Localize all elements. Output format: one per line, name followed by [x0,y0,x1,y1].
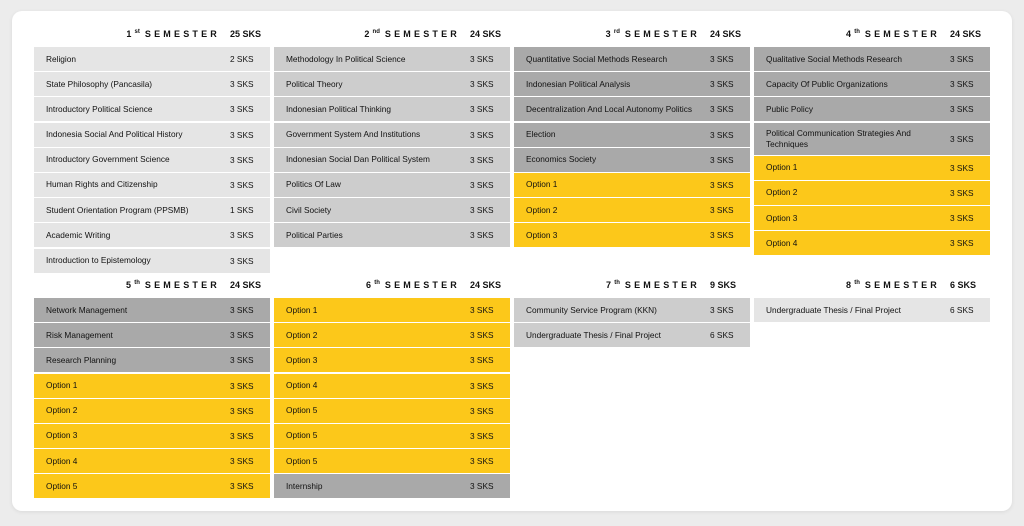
course-sks: 3 SKS [950,187,974,198]
semester-total-sks: 25 SKS [230,29,262,39]
course-sks: 6 SKS [950,305,974,315]
semester-header [274,25,510,43]
semester-number: 7 [606,280,615,290]
course-row [274,298,510,322]
course-list [34,47,270,273]
semester-label: SEMESTER [624,29,700,39]
course-list [274,298,510,498]
course-title: Option 4 [286,380,318,391]
course-row [274,323,510,347]
course-sks: 3 SKS [470,355,494,366]
course-title: Option 4 [46,455,78,466]
course-title: Religion [46,53,76,64]
course-row [34,173,270,197]
course-sks: 3 SKS [230,430,254,441]
course-row [754,231,990,255]
course-row [34,298,270,322]
semester-label: SEMESTER [864,29,940,39]
course-title: Political Parties [286,229,343,240]
course-row [274,47,510,71]
course-sks: 3 SKS [710,205,734,216]
course-sks: 3 SKS [230,79,254,90]
course-sks: 3 SKS [470,129,494,140]
course-title: Option 2 [766,187,798,198]
course-title: Undergraduate Thesis / Final Project [526,329,661,340]
course-sks: 2 SKS [230,54,254,64]
course-row [274,72,510,96]
course-title: Option 3 [46,430,78,441]
course-sks: 3 SKS [470,380,494,391]
course-row [274,97,510,121]
course-sks: 3 SKS [950,79,974,90]
course-title: Election [526,129,556,140]
course-sks: 3 SKS [230,481,254,492]
course-title: Risk Management [46,329,113,340]
course-title: Civil Society [286,204,332,215]
course-title: Research Planning [46,354,117,365]
course-sks: 3 SKS [470,54,494,64]
course-sks: 3 SKS [470,230,494,241]
course-title: Introduction to Epistemology [46,255,151,265]
course-title: Option 3 [526,229,558,240]
course-title: Option 5 [286,405,318,416]
course-row [514,198,750,222]
semester-number: 5 [126,280,135,290]
course-list [754,47,990,255]
course-title: Option 5 [46,480,78,491]
course-row [514,223,750,247]
course-sks: 3 SKS [470,305,494,315]
course-sks: 3 SKS [470,154,494,165]
course-row [514,123,750,147]
course-list [514,47,750,247]
semester-total-sks: 6 SKS [950,280,977,290]
semester-number: 1 [126,29,135,39]
course-sks: 3 SKS [470,481,494,492]
course-sks: 3 SKS [710,179,734,190]
semester-header [754,25,990,43]
semester-1-column [34,25,270,274]
course-title: Option 4 [766,237,798,248]
semester-header [514,276,750,294]
course-row [514,148,750,172]
course-sks: 3 SKS [470,456,494,467]
course-sks: 3 SKS [950,104,974,115]
course-title: Introductory Government Science [46,154,170,165]
course-row [514,72,750,96]
course-title: Qualitative Social Methods Research [766,53,903,64]
course-row [34,198,270,222]
curriculum-card [12,11,1012,511]
course-title: State Philosophy (Pancasila) [46,78,153,89]
course-sks: 3 SKS [710,79,734,90]
course-row [514,173,750,197]
course-sks: 3 SKS [950,162,974,173]
course-sks: 3 SKS [230,380,254,391]
semester-number: 2 [364,29,373,39]
course-title: Network Management [46,304,128,315]
course-title: Option 1 [766,162,798,173]
course-row [274,449,510,473]
semester-header [34,25,270,43]
course-row [754,97,990,121]
course-sks: 3 SKS [710,305,734,315]
course-title: Option 3 [766,212,798,223]
course-row [34,474,270,498]
course-row [34,148,270,172]
course-sks: 3 SKS [710,230,734,241]
semester-title [606,280,700,290]
semester-label: SEMESTER [384,29,460,39]
course-title: Capacity Of Public Organizations [766,78,888,89]
course-row [514,47,750,71]
course-sks: 3 SKS [230,154,254,165]
course-sks: 3 SKS [230,305,254,315]
course-sks: 3 SKS [470,179,494,190]
semester-label: SEMESTER [144,280,220,290]
course-title: Undergraduate Thesis / Final Project [766,304,901,315]
course-title: Academic Writing [46,229,111,240]
course-row [754,206,990,230]
semester-total-sks: 24 SKS [470,29,502,39]
course-row [274,474,510,498]
semester-ordinal-suffix: th [854,29,860,35]
course-sks: 3 SKS [470,205,494,216]
course-row [34,374,270,398]
semester-ordinal-suffix: rd [613,29,620,35]
course-row [754,47,990,71]
course-title: Option 5 [286,455,318,466]
semester-3-column [514,25,750,249]
course-row [514,323,750,347]
semester-8-column [754,276,990,323]
semester-2-column [274,25,510,249]
course-list [514,298,750,347]
course-title: Community Service Program (KKN) [526,304,657,315]
semester-7-column [514,276,750,348]
course-row [274,348,510,372]
semester-title [364,29,460,39]
semester-number: 4 [846,29,855,39]
course-title: Option 5 [286,430,318,441]
course-sks: 3 SKS [950,133,974,144]
course-title: Politics Of Law [286,179,341,190]
semester-number: 6 [366,280,375,290]
semester-label: SEMESTER [144,29,220,39]
course-title: Option 2 [46,405,78,416]
course-title: Quantitative Social Methods Research [526,53,668,64]
course-sks: 3 SKS [230,179,254,190]
course-title: Option 3 [286,354,318,365]
course-sks: 3 SKS [710,54,734,64]
course-title: Political Theory [286,78,343,89]
course-row [34,449,270,473]
course-row [34,323,270,347]
semester-title [606,29,700,39]
course-row [274,173,510,197]
semester-5-column [34,276,270,500]
course-row [34,72,270,96]
course-row [34,399,270,423]
course-sks: 3 SKS [470,330,494,341]
course-list [274,47,510,247]
semester-title [366,280,460,290]
course-title: Option 2 [286,329,318,340]
course-title: Human Rights and Citizenship [46,179,158,190]
course-sks: 3 SKS [470,405,494,416]
semester-title [846,29,940,39]
course-title: Decentralization And Local Autonomy Politics [526,103,693,114]
course-title: Indonesian Political Analysis [526,78,631,89]
course-row [274,399,510,423]
semester-total-sks: 24 SKS [230,280,262,290]
course-title: Option 1 [286,304,318,315]
semester-ordinal-suffix: st [134,29,140,35]
semester-ordinal-suffix: th [854,280,860,286]
course-row [274,374,510,398]
semester-ordinal-suffix: th [374,280,380,286]
course-sks: 3 SKS [230,405,254,416]
course-title: Economics Society [526,154,597,165]
course-row [34,123,270,147]
semester-number: 8 [846,280,855,290]
course-title: Student Orientation Program (PPSMB) [46,204,189,215]
semester-header [274,276,510,294]
course-row [274,198,510,222]
semester-header [754,276,990,294]
course-row [34,424,270,448]
semester-header [514,25,750,43]
semester-4-column [754,25,990,257]
course-sks: 3 SKS [470,79,494,90]
course-row [34,249,270,273]
semester-ordinal-suffix: th [134,280,140,286]
course-row [514,298,750,322]
semester-total-sks: 9 SKS [710,280,737,290]
course-title: Indonesia Social And Political History [46,129,183,140]
course-sks: 3 SKS [230,255,254,266]
semester-total-sks: 24 SKS [950,29,982,39]
course-sks: 3 SKS [230,230,254,241]
semester-total-sks: 24 SKS [710,29,742,39]
course-title: Indonesian Social Dan Political System [286,154,430,165]
course-title: Methodology In Political Science [286,53,406,64]
course-row [34,47,270,71]
course-title: Introductory Political Science [46,103,153,114]
semester-label: SEMESTER [864,280,940,290]
semester-total-sks: 24 SKS [470,280,502,290]
course-row [274,223,510,247]
course-sks: 3 SKS [470,430,494,441]
course-sks: 3 SKS [950,54,974,64]
course-row [34,223,270,247]
course-title: Government System And Institutions [286,129,421,140]
semester-6-column [274,276,510,500]
course-sks: 3 SKS [710,154,734,165]
course-row [514,97,750,121]
semester-ordinal-suffix: nd [372,29,380,35]
course-row [754,181,990,205]
course-sks: 3 SKS [950,213,974,224]
course-row [274,424,510,448]
semester-number: 3 [605,29,614,39]
course-sks: 3 SKS [950,238,974,249]
course-list [754,298,990,322]
course-sks: 1 SKS [230,205,254,216]
course-title: Option 1 [526,179,558,190]
course-sks: 3 SKS [230,330,254,341]
course-row [754,298,990,322]
semester-title [126,280,220,290]
course-title: Political Communication Strategies And Techniques [766,127,911,149]
course-row [34,97,270,121]
course-title: Public Policy [766,103,814,114]
semester-title [126,29,220,39]
course-sks: 3 SKS [470,104,494,115]
course-row [34,348,270,372]
semester-ordinal-suffix: th [614,280,620,286]
semester-label: SEMESTER [384,280,460,290]
course-sks: 3 SKS [710,104,734,115]
course-row [274,148,510,172]
course-title: Option 1 [46,380,78,391]
course-sks: 3 SKS [230,129,254,140]
course-title: Internship [286,480,323,491]
course-title: Option 2 [526,204,558,215]
course-row [754,156,990,180]
course-sks: 3 SKS [710,129,734,140]
semester-label: SEMESTER [624,280,700,290]
semester-title [846,280,940,290]
course-sks: 6 SKS [710,330,734,341]
course-sks: 3 SKS [230,355,254,366]
course-sks: 3 SKS [230,104,254,115]
semester-header [34,276,270,294]
course-row [754,123,990,155]
course-row [754,72,990,96]
course-title: Indonesian Political Thinking [286,103,392,114]
course-list [34,298,270,498]
course-sks: 3 SKS [230,456,254,467]
course-row [274,123,510,147]
